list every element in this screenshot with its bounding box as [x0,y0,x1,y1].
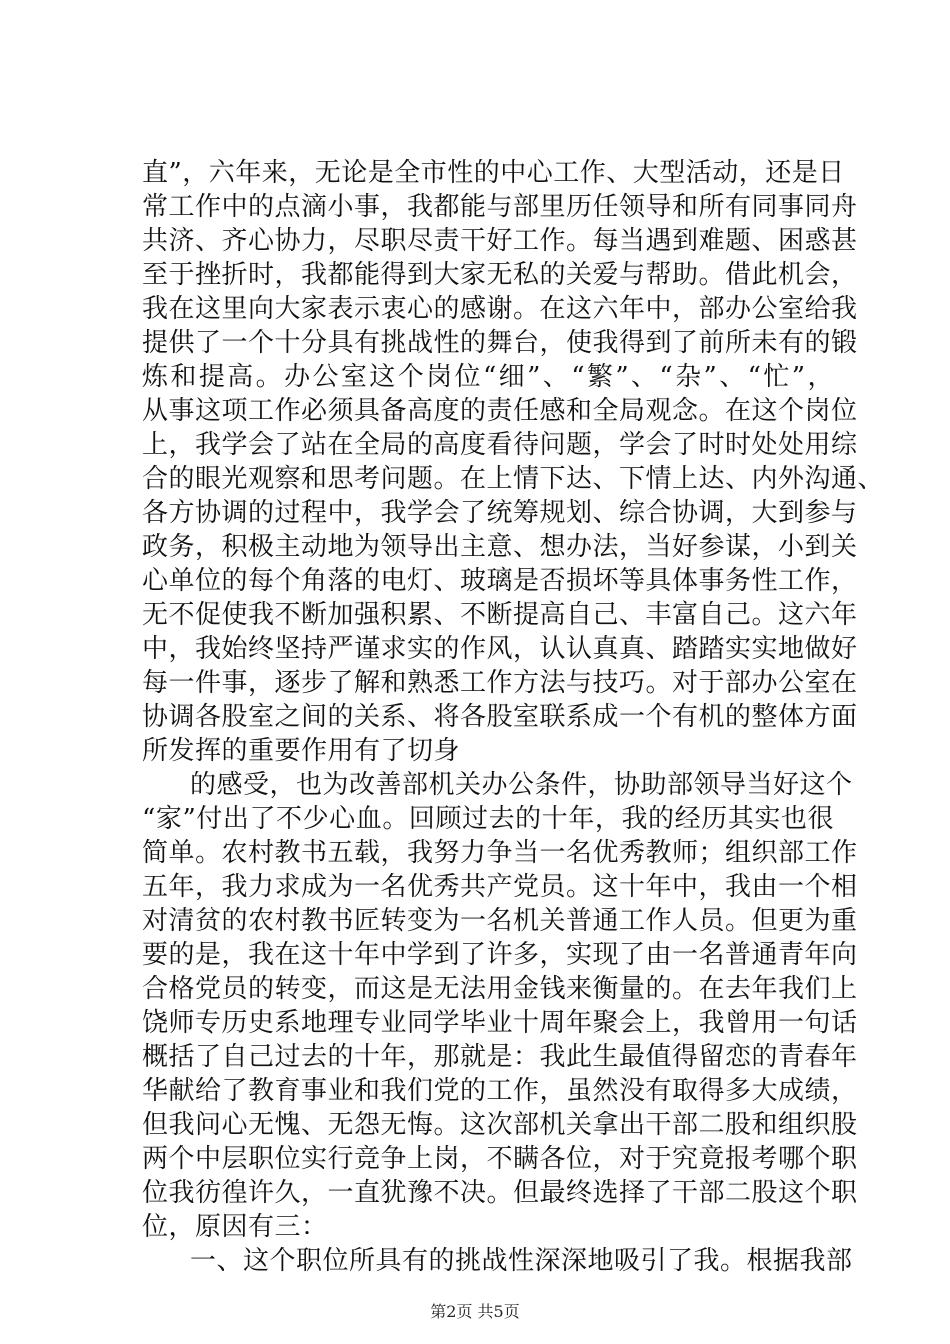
page-number-footer: 第2页 共5页 [430,1302,520,1321]
text-line: 心单位的每个角落的电灯、玻璃是否损坏等具体事务性工作， [142,566,858,596]
text-line: 政务，积极主动地为领导出主意、想办法，当好参谋，小到关 [142,532,858,562]
text-line: 对清贫的农村教书匠转变为一名机关普通工作人员。但更为重 [142,906,858,936]
text-line: 共济、齐心协力，尽职尽责干好工作。每当遇到难题、困惑甚 [142,226,858,256]
text-line: 五年，我力求成为一名优秀共产党员。这十年中，我由一个相 [142,872,858,902]
text-line: 上，我学会了站在全局的高度看待问题，学会了时时处处用综 [142,430,858,460]
text-line: 各方协调的过程中，我学会了统筹规划、综合协调，大到参与 [142,498,858,528]
text-line: 简单。农村教书五载，我努力争当一名优秀教师；组织部工作 [142,838,858,868]
text-line: 要的是，我在这十年中学到了许多，实现了由一名普通青年向 [142,940,858,970]
text-line: 直”，六年来，无论是全市性的中心工作、大型活动，还是日 [142,158,845,188]
text-line: 概括了自己过去的十年，那就是：我此生最值得留恋的青春年 [142,1042,858,1072]
text-line: 从事这项工作必须具备高度的责任感和全局观念。在这个岗位 [142,396,858,426]
text-line: 的感受，也为改善部机关办公条件，协助部领导当好这个 [190,770,853,800]
text-line: 合的眼光观察和思考问题。在上情下达、下情上达、内外沟通、 [142,464,885,494]
text-line: 一、这个职位所具有的挑战性深深地吸引了我。根据我部 [190,1246,853,1276]
text-line: 合格党员的转变，而这是无法用金钱来衡量的。在去年我们上 [142,974,858,1004]
text-line: 协调各股室之间的关系、将各股室联系成一个有机的整体方面 [142,702,858,732]
text-line: 至于挫折时，我都能得到大家无私的关爱与帮助。借此机会， [142,260,858,290]
text-line: 提供了一个十分具有挑战性的舞台，使我得到了前所未有的锻 [142,328,858,358]
text-line: 炼和提高。办公室这个岗位“细”、“繁”、“杂”、“忙”， [142,362,834,392]
text-line: 无不促使我不断加强积累、不断提高自己、丰富自己。这六年 [142,600,858,630]
text-line: 中，我始终坚持严谨求实的作风，认认真真、踏踏实实地做好 [142,634,858,664]
text-line: 华献给了教育事业和我们党的工作，虽然没有取得多大成绩， [142,1076,858,1106]
text-line: 位，原因有三： [142,1212,328,1242]
text-line: 常工作中的点滴小事，我都能与部里历任领导和所有同事同舟 [142,192,858,222]
text-line: 位我彷徨许久，一直犹豫不决。但最终选择了干部二股这个职 [142,1178,858,1208]
text-line: 两个中层职位实行竞争上岗，不瞒各位，对于究竟报考哪个职 [142,1144,858,1174]
text-line: 饶师专历史系地理专业同学毕业十周年聚会上，我曾用一句话 [142,1008,858,1038]
text-line: 每一件事，逐步了解和熟悉工作方法与技巧。对于部办公室在 [142,668,858,698]
text-line: 但我问心无愧、无怨无悔。这次部机关拿出干部二股和组织股 [142,1110,858,1140]
body-text [142,156,885,1278]
text-line: 所发挥的重要作用有了切身 [142,736,461,766]
text-line: “家”付出了不少心血。回顾过去的十年，我的经历其实也很 [142,804,834,834]
text-line: 我在这里向大家表示衷心的感谢。在这六年中，部办公室给我 [142,294,858,324]
